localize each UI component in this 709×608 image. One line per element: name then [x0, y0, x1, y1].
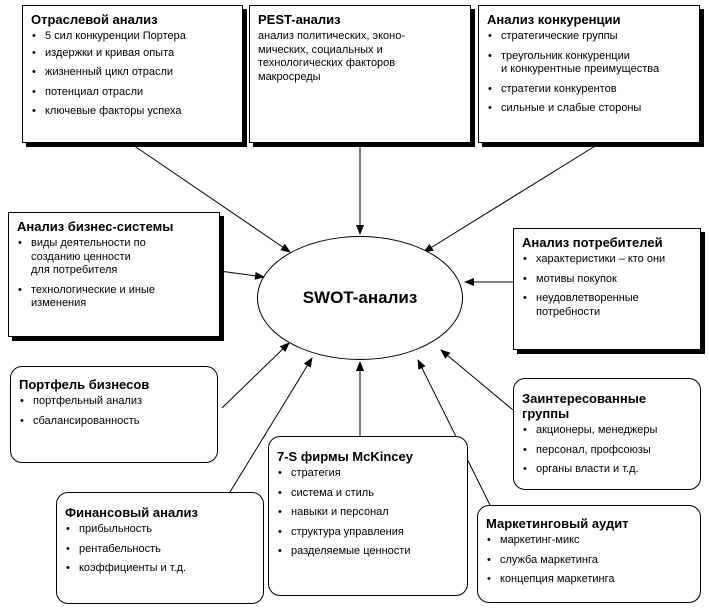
list-item: • потенциал отрасли: [31, 86, 234, 100]
list-item: • 5 сил конкуренции Портера: [31, 30, 234, 44]
item-list: [487, 30, 691, 116]
list-item: • маркетинг-микс: [486, 534, 692, 548]
box-title: Анализ потребителей: [522, 235, 663, 250]
list-item: • неудовлетворенные потребности: [522, 292, 692, 319]
list-item: • характеристики – кто они: [522, 253, 692, 267]
swot-ellipse: [257, 236, 463, 360]
item-list: [31, 30, 234, 119]
box-consumer-analysis: [513, 228, 701, 350]
list-item: • стратегия: [277, 467, 459, 481]
box-stakeholder-groups: [513, 378, 701, 490]
list-item: • стратегические группы: [487, 30, 691, 44]
list-item: • система и стиль: [277, 487, 459, 501]
list-item: • органы власти и т.д.: [522, 463, 692, 477]
arrow-portfolio: [222, 343, 289, 408]
item-list: [522, 253, 692, 319]
list-item: • сильные и слабые стороны: [487, 102, 691, 116]
box-text: анализ политических, эконо- мических, социальных и технологических факторов макросреды: [258, 30, 405, 83]
box-title: 7-S фирмы McKincey: [277, 449, 413, 464]
box-title: PEST-анализ: [258, 12, 341, 27]
item-list: [19, 395, 209, 428]
list-item: • жизненный цикл отрасли: [31, 66, 234, 80]
item-list: [486, 534, 692, 587]
box-title: Отраслевой анализ: [31, 12, 158, 27]
list-item: • служба маркетинга: [486, 554, 692, 568]
list-item: • технологические и иные изменения: [17, 284, 211, 311]
list-item: • мотивы покупок: [522, 273, 692, 287]
box-marketing-audit: [477, 505, 701, 603]
box-business-system-analysis: [8, 212, 220, 337]
list-item: • структура управления: [277, 526, 459, 540]
list-item: • сбалансированность: [19, 415, 209, 429]
list-item: • разделяемые ценности: [277, 545, 459, 559]
list-item: • издержки и кривая опыта: [31, 47, 234, 61]
list-item: • концепция маркетинга: [486, 573, 692, 587]
list-item: • стратегии конкурентов: [487, 83, 691, 97]
box-financial-analysis: [56, 492, 264, 604]
list-item: • виды деятельности по созданию ценности для потребителя: [17, 237, 211, 278]
item-list: [522, 424, 692, 477]
list-item: • рентабельность: [65, 543, 255, 557]
item-list: [17, 237, 211, 311]
box-industry-analysis: [22, 5, 243, 143]
center-label: SWOT-анализ: [302, 288, 418, 307]
item-list: [277, 467, 459, 559]
box-title: Финансовый анализ: [65, 505, 198, 520]
list-item: • навыки и персонал: [277, 506, 459, 520]
list-item: • коэффициенты и т.д.: [65, 562, 255, 576]
box-title: Маркетинговый аудит: [486, 516, 629, 531]
box-title: Анализ бизнес-системы: [17, 219, 174, 234]
box-business-portfolio: [10, 366, 218, 463]
list-item: • треугольник конкуренции и конкурентные преимущества: [487, 50, 691, 77]
box-title: Портфель бизнесов: [19, 377, 150, 392]
list-item: • ключевые факторы успеха: [31, 105, 234, 119]
box-pest-analysis: [249, 5, 471, 143]
item-list: [65, 523, 255, 576]
box-competition-analysis: [478, 5, 700, 143]
box-title: Заинтересованные группы: [522, 391, 647, 421]
list-item: • прибыльность: [65, 523, 255, 537]
list-item: • персонал, профсоюзы: [522, 444, 692, 458]
arrow-stakeholders: [441, 350, 513, 410]
list-item: • акционеры, менеджеры: [522, 424, 692, 438]
box-title: Анализ конкуренции: [487, 12, 621, 27]
box-mckinsey-7s: [268, 436, 468, 596]
list-item: • портфельный анализ: [19, 395, 209, 409]
